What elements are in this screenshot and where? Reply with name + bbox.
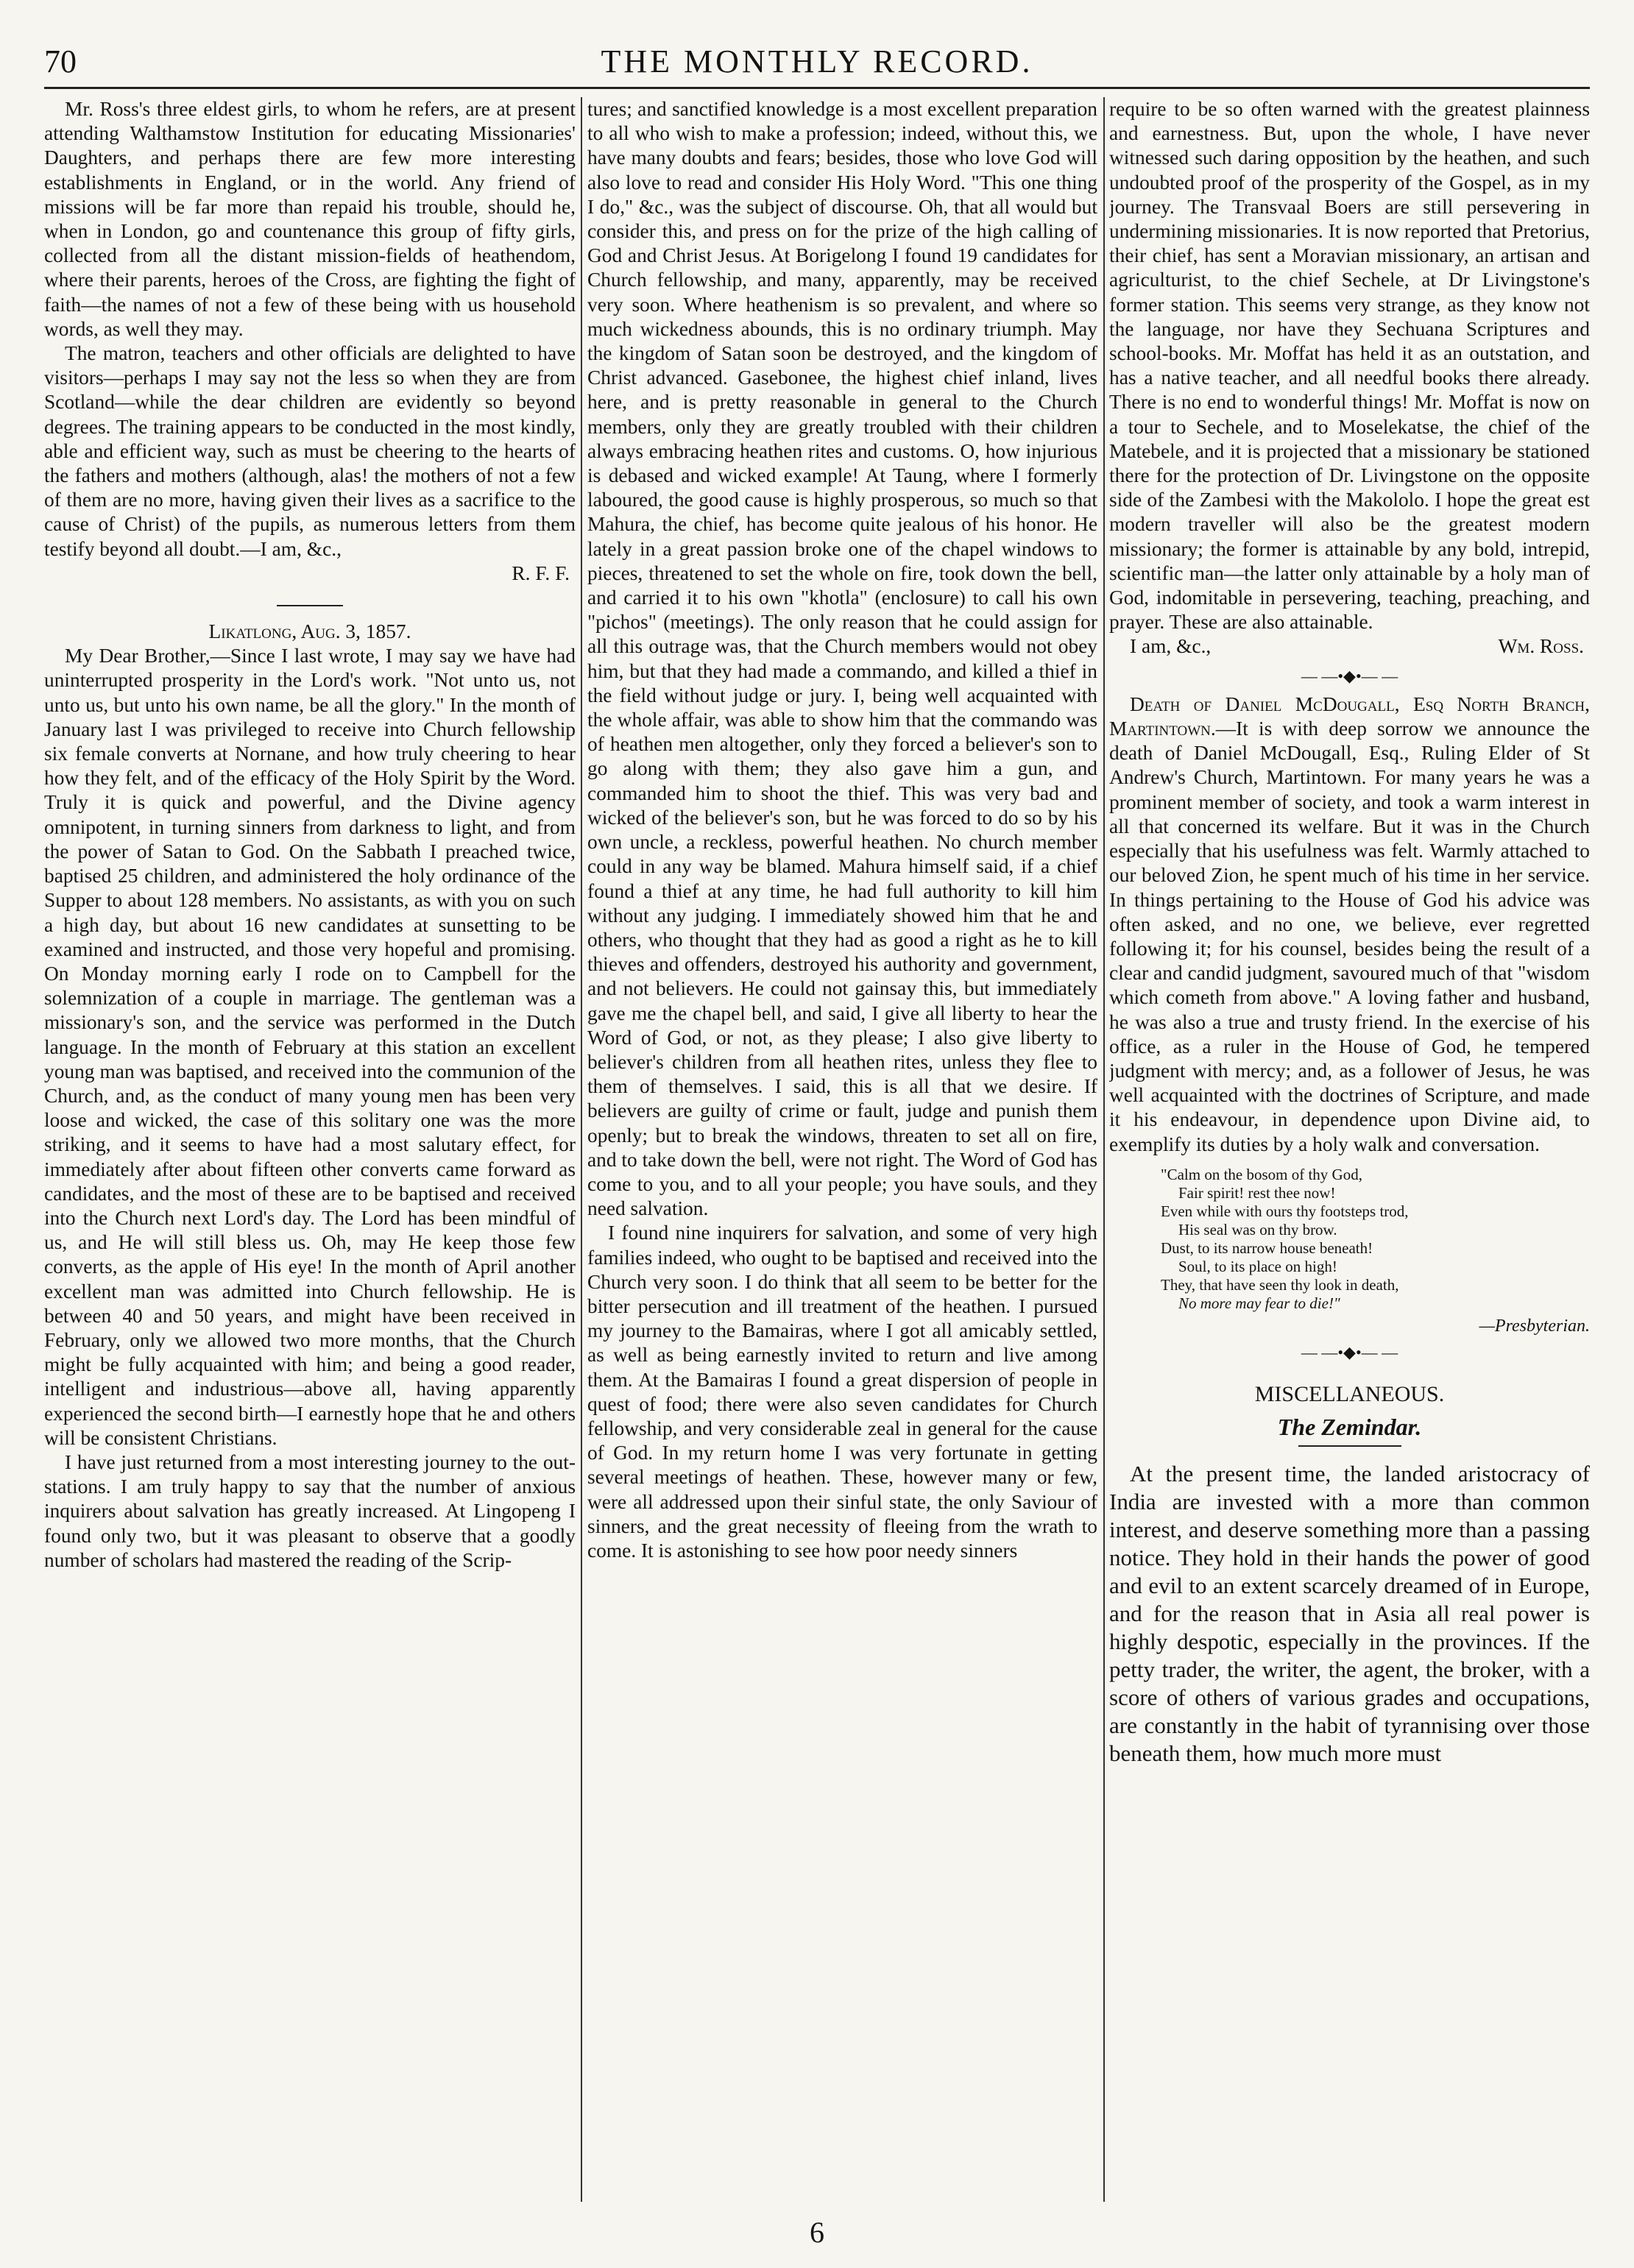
poem-line: Even while with ours thy footsteps trod, <box>1161 1202 1409 1220</box>
paragraph: The matron, teachers and other officials are delighted to have visitors—perhaps I may say not the less so when they are from Scotland—while the dear children are evidently so beyond degrees. The training appears to be conducted in the most kindly, able and efficient way, such as must be cheering to the hearts of the fathers and mothers (although, alas! the mothers of not a few of them are no more, having given their lives as a sacrifice to the cause of Christ) of the pupils, as numerous letters from them testify beyond all doubt.—I am, &c., <box>44 342 576 560</box>
poem <box>1161 1166 1590 1336</box>
column-right <box>1109 97 1590 2202</box>
paragraph: tures; and sanctified knowledge is a most excellent preparation to all who wish to make a profession; indeed, without this, we have many doubts and fears; besides, those who love God will also love to read and consider His Holy Word. "This one thing I do," &c., was the subject of discourse. Oh, that all would but consider this, and press on for the prize of the high calling of God and Christ Jesus. At Borigelong I found 19 candidates for Church fellowship, and many, apparently, may be received very soon. Where heathenism is so prevalent, and where so much wickedness abounds, this is no ordinary triumph. May the kingdom of Satan soon be destroyed, and the kingdom of Christ advanced. Gasebonee, the highest chief inland, lives here, and is pretty reasonable in general to the Church members, only they are greatly troubled with their children always embracing heathen rites and customs. O, how injurious is debased and wicked example! At Taung, where I formerly laboured, the good cause is highly prosperous, so much so that Mahura, the chief, has become quite jealous of his honor. He lately in a great passion broke one of the chapel windows to pieces, threatened to set the whole on fire, took down the bell, and carried it to his own "khotla" (enclosure) to call his own "pichos" (meetings). The only reason that he could assign for all this outrage was, that the Church members would not obey him, but that they had made a commando, and killed a thief in the field without judge or jury. I, being well acquainted with the whole affair, was able to show him that the commando was of heathen men altogether, only they forced a believer's son to go along with them; they also gave him a gun, and commanded him to shoot the thief. This was very bad and wicked of the believer's son, but he was forced to do so by his own uncle, a reckless, powerful heathen. No church member could in any way be blamed. Mahura himself said, if a chief found a thief at any time, he had full authority to kill him without any judging. I immediately showed him that he and others, who thought that they had as good a right as he to kill thieves and offenders, destroyed his authority and government, and not believers. He could not gainsay this, but immediately gave me the chapel bell, and said, I give all liberty to hear the Word of God, or not, as they please; I also give liberty to believer's children from all heathen rites, unless they flee to them of themselves. I said, this is all that we desire. If believers are guilty of crime or fault, judge and punish them openly; but to break the windows, threaten to set all on fire, and to take down the bell, were not right. The Word of God has come to you, and to all your people; you have souls, and they need salvation. <box>587 98 1097 1220</box>
separator-rule <box>277 605 343 606</box>
ornament-divider: — —•◆•— — <box>1301 666 1398 685</box>
signature: R. F. F. <box>512 561 570 584</box>
poem-attribution: —Presbyterian. <box>1479 1316 1590 1336</box>
publication-title: THE MONTHLY RECORD. <box>601 43 1033 79</box>
signature-mark: 6 <box>810 2216 824 2249</box>
column-left <box>44 97 576 2202</box>
page-number: 70 <box>44 43 77 79</box>
paragraph: Mr. Ross's three eldest girls, to whom he refers, are at present attending Walthamstow Institution for educating Missionaries' Daughters, and perhaps there are few more interesting establishments in England, or in the world. Any friend of missions will be far more than repaid his trouble, should he, when in London, go and countenance this group of fifty girls, collected from all the distant mission-fields of heathendom, where their parents, heroes of the Cross, are fighting the fight of faith—the names of not a few of these being with us household words, as well they may. <box>44 98 576 340</box>
signature: Wm. Ross. <box>1498 635 1584 658</box>
column-middle <box>587 97 1097 2202</box>
column-rule-right <box>1103 97 1105 2202</box>
section-heading: MISCELLANEOUS. <box>1254 1381 1445 1406</box>
poem-line: Fair spirit! rest thee now! <box>1178 1183 1336 1202</box>
obituary <box>1109 692 1590 1157</box>
paragraph: I found nine inquirers for salvation, and some of very high families indeed, who ought to be baptised and received into the Church very soon. I do think that all seem to be better for the bitter persecution and ill treatment of the heathen. I pursued my journey to the Bamairas, where I got all amicably settled, as well as being earnestly invited to return and live among them. At the Bamairas I found a great dispersion of people in quest of food; there were also seven candidates for Church fellowship, and very considerable zeal in general for the cause of God. In my return home I was very fortunate in getting several meetings of heathen. These, however many or few, were all addressed upon their sinful state, the only Saviour of sinners, and the great necessity of fleeing from the wrath to come. It is astonishing to see how poor needy sinners <box>587 1222 1097 1562</box>
poem-line: Dust, to its narrow house beneath! <box>1161 1238 1373 1257</box>
title-underline <box>1298 1445 1401 1447</box>
poem-line: Soul, to its place on high! <box>1178 1257 1337 1275</box>
poem-line: "Calm on the bosom of thy God, <box>1161 1165 1362 1183</box>
article-title: The Zemindar. <box>1277 1414 1422 1441</box>
letter-dateline: Likatlong, Aug. 3, 1857. <box>208 620 411 643</box>
ornament-divider: — —•◆•— — <box>1301 1342 1398 1361</box>
paragraph: My Dear Brother,—Since I last wrote, I may say we have had uninterrupted prosperity in the Lord's work. "Not unto us, not unto us, but unto his own name, be all the glory." In the month of January last I was privileged to receive into Church fellowship six female converts at Nornane, and how truly cheering to hear how they felt, and of the efficacy of the Holy Spirit by the Word. Truly it is quick and powerful, and the Divine agency omnipotent, in turning sinners from darkness to light, and from the power of Satan to God. On the Sabbath I preached twice, baptised 25 children, and administered the holy ordinance of the Supper to about 128 members. No assistants, as with you on such a high day, but about 16 new candidates at sunsetting to be examined and instructed, and those very hopeful and promising. On Monday morning early I rode on to Campbell for the solemnization of a couple in marriage. The gentleman was a missionary's son, and the service was performed in the Dutch language. In the month of February at this station an excellent young man was baptised, and received into the communion of the Church, and, as the conduct of many young men has been very loose and wicked, the case of this solitary one was the more striking, and it seems to have had a most salutary effect, for immediately after about fifteen other converts came forward as candidates, and the most of these are to be baptised and received into the Church next Lord's day. The Lord has been mindful of us, and He will still bless us. Oh, may He keep those few converts, as the apple of His eye! In the month of April another excellent man was admitted into Church fellowship. He is between 40 and 50 years, and might have been received in February, only we allowed two more months, that the Church might be fully acquainted with him; and being a good reader, intelligent and industrious—above all, having apparently experienced the second birth—I earnestly hope that he and others will be consistent Christians. <box>44 645 576 1449</box>
poem-line: His seal was on thy brow. <box>1178 1220 1337 1238</box>
poem-line: No more may fear to die!" <box>1178 1294 1340 1312</box>
article-paragraph: At the present time, the landed aristocracy of India are invested with a more than common interest, and deserve something more than a passing notice. They hold in their hands the power of good and evil to an extent scarcely dreamed of in Europe, and for the reason that in Asia all real power is highly despotic, especially in the provinces. If the petty trader, the writer, the agent, the broker, with a score of others of various grades and occupations, are constantly in the habit of tyrannising over those beneath them, how much more must <box>1109 1461 1590 1767</box>
paragraph: I have just returned from a most interesting journey to the out-stations. I am truly happy to say that the number of anxious inquirers about salvation has greatly increased. At Lingopeng I found only two, but it was pleasant to observe that a goodly number of scholars had mastered the reading of the Scrip- <box>44 1450 576 1571</box>
obituary-text: —It is with deep sorrow we announce the death of Daniel McDougall, Esq., Ruling Elder of St Andrew's Church, Martintown. For many years he was a prominent member of society, and took a warm interest in all that concerned its welfare. But it was in the Church especially that his usefulness was felt. Warmly attached to our beloved Zion, he spent much of his time in her service. In things pertaining to the House of God his advice was often asked, and no one, we believe, ever regretted following it; for his counsel, besides being the result of a clear and candid judgment, savoured much of that "wisdom which cometh from above." A loving father and husband, he was also a true and trusty friend. In the exercise of his office, as a ruler in the House of God, he tempered judgment with mercy; and, as a follower of Jesus, he was well acquainted with the doctrines of Scripture, and made it his endeavour, in dependence upon Divine aid, to exemplify its duties by a holy walk and conversation. <box>1109 717 1590 1155</box>
closing-phrase: I am, &c., <box>1130 635 1212 658</box>
obituary-heading: Death of Daniel McDougall, Esq North Branch, Martintown. <box>1109 692 1590 740</box>
column-rule-left <box>581 97 582 2202</box>
running-header <box>44 43 1590 89</box>
paragraph: require to be so often warned with the greatest plainness and earnestness. But, upon the whole, I have never witnessed such daring opposition by the heathen, and such undoubted proof of the prosperity of the Gospel, as in my journey. The Transvaal Boers are still persevering in undermining missionaries. It is now reported that Pretorius, their chief, has sent a Moravian missionary, an artisan and agriculturist, to the chief Sechele, at Dr Livingstone's former station. This seems very strange, as they know not the language, nor have they Sechuana Scriptures and school-books. Mr. Moffat has held it as an outstation, and has a native teacher, and all needful books there already. There is no end to wonderful things! Mr. Moffat is now on a tour to Sechele, and to Moselekatse, the chief of the Matebele, and it is projected that a missionary be stationed there for the protection of Dr. Livingstone on the opposite side of the Zambesi with the Makololo. I hope the great est modern traveller will also be the greatest modern missionary; the former is attainable by any bold, intrepid, scientific man—the latter only attainable by a holy man of God, indomitable in persevering, teaching, preaching, and prayer. These are also attainable. <box>1109 98 1590 634</box>
poem-line: They, that have seen thy look in death, <box>1161 1275 1399 1294</box>
closing-line <box>1109 634 1590 659</box>
